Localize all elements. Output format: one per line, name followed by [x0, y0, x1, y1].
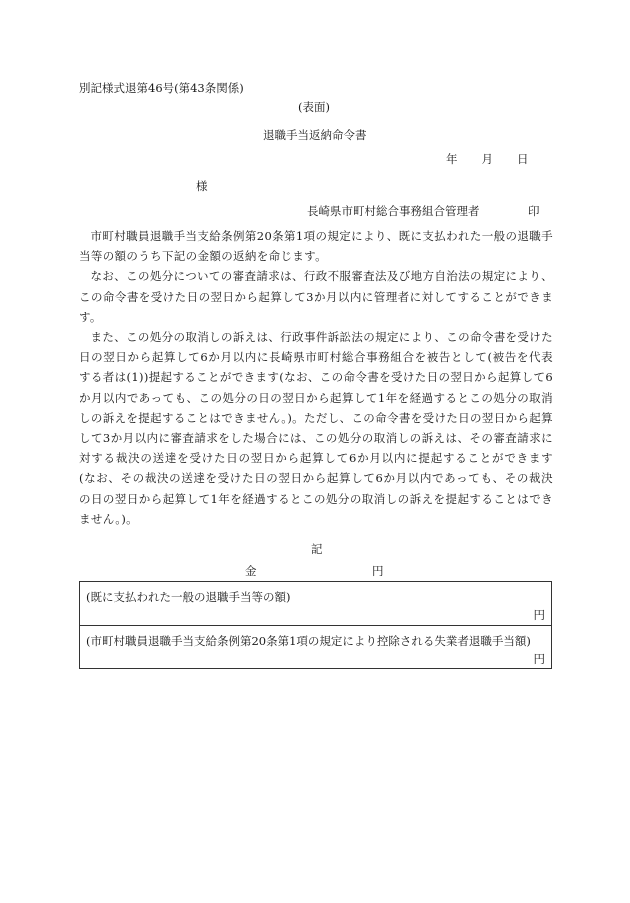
amount-yen: 円: [372, 564, 384, 578]
paragraph-order: 市町村職員退職手当支給条例第20条第1項の規定により、既に支払われた一般の退職手当等の額のうち下記の金額の返納を命じます。: [79, 229, 553, 264]
body-text: [79, 226, 553, 529]
paragraph-review-request: なお、この処分についての審査請求は、行政不服審査法及び地方自治法の規定により、この命令書を受けた日の翌日から起算して3か月以内に管理者に対してすることができます。: [79, 269, 553, 324]
ki-heading: 記: [311, 542, 323, 556]
amount-kin: 金: [245, 564, 257, 578]
row-unit: 円: [533, 608, 545, 622]
date-year: 年: [446, 152, 458, 166]
addressee-suffix: 様: [196, 179, 208, 193]
amount-table: [79, 581, 552, 669]
table-row: [80, 625, 551, 668]
seal-mark: 印: [528, 204, 540, 218]
date-line: [446, 151, 529, 167]
table-row: [80, 582, 551, 625]
paragraph-lawsuit: また、この処分の取消しの訴えは、行政事件訴訟法の規定により、この命令書を受けた日の翌日から起算して6か月以内に長崎県市町村総合事務組合を被告として(被告を代表する者は(1))提起することができます(なお、この命令書を受けた日の翌日から起算して6か月以内であっても、この処分の日の翌日から起算して1年を経過するとこの処分の取消しの訴えを提起することはできません。)。ただし、この命令書を受けた日の翌日から起算して3か月以内に審査請求をした場合には、この処分の取消しの訴えは、その審査請求に対する裁決の送達を受けた日の翌日から起算して6か月以内に提起することができます(なお、その裁決の送達を受けた日の翌日から起算して6か月以内であっても、その裁決の日の翌日から起算して1年を経過するとこの処分の取消しの訴えを提起することはできません。)。: [79, 330, 553, 526]
side-label: (表面): [298, 100, 330, 114]
row-label: (既に支払われた一般の退職手当等の額): [86, 590, 291, 604]
row-unit: 円: [533, 652, 545, 666]
row-label: (市町村職員退職手当支給条例第20条第1項の規定により控除される失業者退職手当額): [86, 634, 531, 648]
date-month: 月: [481, 152, 493, 166]
form-number: 別記様式退第46号(第43条関係): [79, 81, 244, 95]
document-title: 退職手当返納命令書: [263, 128, 367, 142]
date-day: 日: [517, 152, 529, 166]
issuer-name: 長崎県市町村総合事務組合管理者: [307, 204, 480, 218]
